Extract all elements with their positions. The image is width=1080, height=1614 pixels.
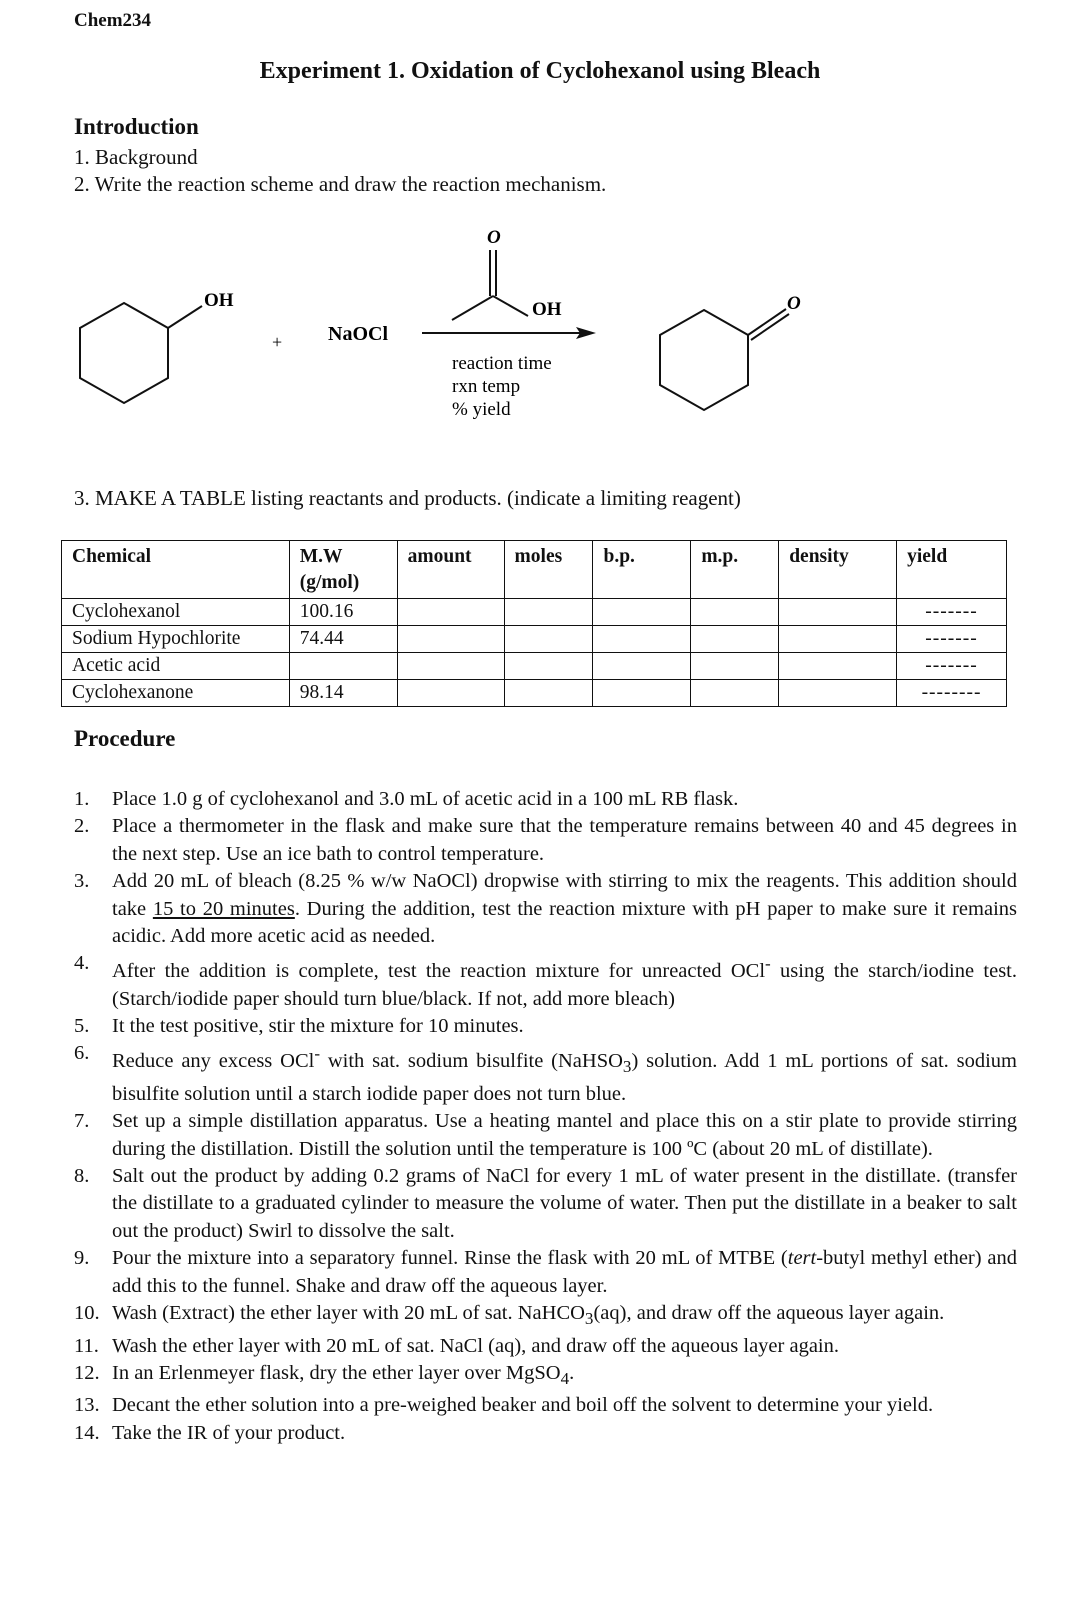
- condition-rxn-temp: rxn temp: [452, 376, 521, 397]
- header-chemical: Chemical: [62, 541, 290, 599]
- cell-mp: [691, 680, 779, 707]
- cyclohexanone-o-label: O: [787, 293, 801, 314]
- cell-density: [779, 599, 897, 626]
- step-number: 14.: [74, 1421, 100, 1444]
- cell-bp: [593, 653, 691, 680]
- reagents-table: [61, 540, 1007, 707]
- cell-mp: [691, 653, 779, 680]
- step-text: Place a thermometer in the flask and make sure that the temperature remains between 40 and 45 degrees in the next step. Use an ice bath to control temperature.: [112, 815, 1017, 865]
- cell-moles: [504, 626, 593, 653]
- step-text: After the addition is complete, test the reaction mixture for unreacted OCl- using the starch/iodine test. (Starch/iodide paper should turn blue/black. If not, add more bleach): [112, 954, 1017, 1010]
- cell-bp: [593, 599, 691, 626]
- header-mp: m.p.: [691, 541, 779, 599]
- header-amount: amount: [397, 541, 504, 599]
- step-number: 11.: [74, 1334, 99, 1357]
- cell-mp: [691, 626, 779, 653]
- table-instruction: 3. MAKE A TABLE listing reactants and products. (indicate a limiting reagent): [74, 486, 741, 510]
- acetic-acid-methyl-bond: [452, 296, 493, 320]
- cell-yield: -------: [897, 626, 1007, 653]
- step-text: It the test positive, stir the mixture for 10 minutes.: [112, 1015, 524, 1038]
- intro-item-background: 1. Background: [74, 145, 198, 169]
- course-code: Chem234: [74, 10, 152, 31]
- cell-moles: [504, 653, 593, 680]
- cell-amount: [397, 680, 504, 707]
- step-text: Decant the ether solution into a pre-weighed beaker and boil off the solvent to determine your yield.: [112, 1394, 934, 1417]
- step-number: 6.: [74, 1042, 90, 1065]
- header-mw: M.W (g/mol): [289, 541, 397, 599]
- cell-amount: [397, 599, 504, 626]
- acetic-acid-oh-label: OH: [532, 299, 562, 320]
- procedure-step-11: [74, 1333, 1017, 1360]
- addition-duration: 15 to 20 minutes: [152, 897, 295, 920]
- procedure-step-5: [74, 1013, 1017, 1040]
- acetic-acid-c-oh-bond: [493, 296, 528, 316]
- step-text: Take the IR of your product.: [112, 1421, 346, 1444]
- cell-amount: [397, 626, 504, 653]
- cell-yield: -------: [897, 599, 1007, 626]
- step-number: 2.: [74, 815, 90, 838]
- cell-yield: --------: [897, 680, 1007, 707]
- table-row: [62, 626, 1007, 653]
- step-text: Place 1.0 g of cyclohexanol and 3.0 mL of acetic acid in a 100 mL RB flask.: [112, 788, 739, 810]
- cell-bp: [593, 626, 691, 653]
- intro-item-reaction-scheme: 2. Write the reaction scheme and draw the reaction mechanism.: [74, 172, 607, 196]
- procedure-step-12: [74, 1360, 1017, 1393]
- step-number: 1.: [74, 788, 90, 810]
- cell-chemical: Sodium Hypochlorite: [62, 626, 290, 653]
- step-number: 8.: [74, 1165, 90, 1188]
- cell-mw: 98.14: [289, 680, 397, 707]
- step-text: Salt out the product by adding 0.2 grams of NaCl for every 1 mL of water present in the distillate. (transfer the distillate to a graduated cylinder to measure the volume of water. Then put the distillate in a beaker to salt out the product) Swirl to dissolve the salt.: [112, 1165, 1017, 1242]
- step-number: 13.: [74, 1394, 100, 1417]
- plus-sign: +: [272, 332, 283, 352]
- condition-reaction-time: reaction time: [452, 353, 552, 374]
- table-row: [62, 599, 1007, 626]
- header-yield: yield: [897, 541, 1007, 599]
- acetic-acid-carbonyl-o-label: O: [487, 227, 501, 248]
- header-bp: b.p.: [593, 541, 691, 599]
- cyclohexanone-ring: [660, 310, 748, 410]
- condition-percent-yield: % yield: [452, 399, 511, 420]
- procedure-step-8: [74, 1163, 1017, 1245]
- cell-moles: [504, 599, 593, 626]
- header-moles: moles: [504, 541, 593, 599]
- cyclohexanone-co-double-bond-1: [748, 309, 786, 335]
- cell-mw: 74.44: [289, 626, 397, 653]
- cell-mw: [289, 653, 397, 680]
- cell-density: [779, 626, 897, 653]
- page-title: Experiment 1. Oxidation of Cyclohexanol using Bleach: [259, 58, 821, 84]
- step-text: Set up a simple distillation apparatus. Use a heating mantel and place this on a stir plate to provide stirring during the distillation. Distill the solution until the temperature is 100 ºC (about 20 mL of distillate).: [112, 1110, 1017, 1160]
- step-text: Add 20 mL of bleach (8.25 % w/w NaOCl) dropwise with stirring to mix the reagents. This addition should take 15 to 20 minutes. During the addition, test the reaction mixture with pH paper to make sure it remains acidic. Add more acetic acid as needed.: [112, 870, 1017, 948]
- step-text: Wash the ether layer with 20 mL of sat. NaCl (aq), and draw off the aqueous layer again.: [112, 1334, 839, 1357]
- procedure-step-3: [74, 868, 1017, 950]
- step-text: In an Erlenmeyer flask, dry the ether layer over MgSO$_4$.: [112, 1361, 575, 1389]
- header-density: density: [779, 541, 897, 599]
- procedure-step-4: [74, 950, 1017, 1013]
- cell-mp: [691, 599, 779, 626]
- step-number: 3.: [74, 870, 90, 893]
- procedure-steps: [74, 786, 1017, 1447]
- step-text: Pour the mixture into a separatory funnel. Rinse the flask with 20 mL of MTBE (tert-butyl methyl ether) and add this to the funnel. Shake and draw off the aqueous layer.: [112, 1247, 1017, 1297]
- table-row: [62, 680, 1007, 707]
- cell-bp: [593, 680, 691, 707]
- reagent-naocl: NaOCl: [328, 323, 388, 345]
- step-number: 9.: [74, 1247, 90, 1270]
- cell-mw: 100.16: [289, 599, 397, 626]
- cell-density: [779, 653, 897, 680]
- step-number: 7.: [74, 1110, 90, 1133]
- procedure-step-14: [74, 1420, 1017, 1447]
- procedure-heading: Procedure: [74, 726, 176, 751]
- cyclohexanone-co-double-bond-2: [751, 314, 789, 340]
- introduction-heading: Introduction: [74, 114, 199, 139]
- cell-moles: [504, 680, 593, 707]
- procedure-step-7: [74, 1108, 1017, 1163]
- cyclohexanol-ring: [80, 303, 168, 403]
- cyclohexanol-oh-label: OH: [204, 290, 234, 311]
- step-text: Reduce any excess OCl- with sat. sodium bisulfite (NaHSO$_3$) solution. Add 1 mL portions of sat. sodium bisulfite solution until a starch iodide paper does not turn blue.: [112, 1044, 1017, 1105]
- procedure-step-1: [74, 786, 1017, 813]
- reaction-scheme-drawing: [0, 210, 1080, 450]
- procedure-step-6: [74, 1040, 1017, 1108]
- cell-chemical: Cyclohexanol: [62, 599, 290, 626]
- table-header-row: [62, 541, 1007, 599]
- cell-yield: -------: [897, 653, 1007, 680]
- step-number: 12.: [74, 1361, 100, 1384]
- reaction-scheme: [0, 210, 1080, 450]
- cell-amount: [397, 653, 504, 680]
- table-row: [62, 653, 1007, 680]
- step-number: 5.: [74, 1015, 90, 1038]
- cyclohexanol-c-o-bond: [168, 306, 202, 328]
- procedure-step-2: [74, 813, 1017, 868]
- cell-chemical: Acetic acid: [62, 653, 290, 680]
- procedure-step-13: [74, 1392, 1017, 1419]
- cell-chemical: Cyclohexanone: [62, 680, 290, 707]
- procedure-step-9: [74, 1245, 1017, 1300]
- step-text: Wash (Extract) the ether layer with 20 mL of sat. NaHCO$_3$(aq), and draw off the aqueous layer again.: [112, 1302, 945, 1329]
- step-number: 4.: [74, 952, 90, 975]
- step-number: 10.: [74, 1302, 100, 1325]
- procedure-step-10: [74, 1300, 1017, 1333]
- cell-density: [779, 680, 897, 707]
